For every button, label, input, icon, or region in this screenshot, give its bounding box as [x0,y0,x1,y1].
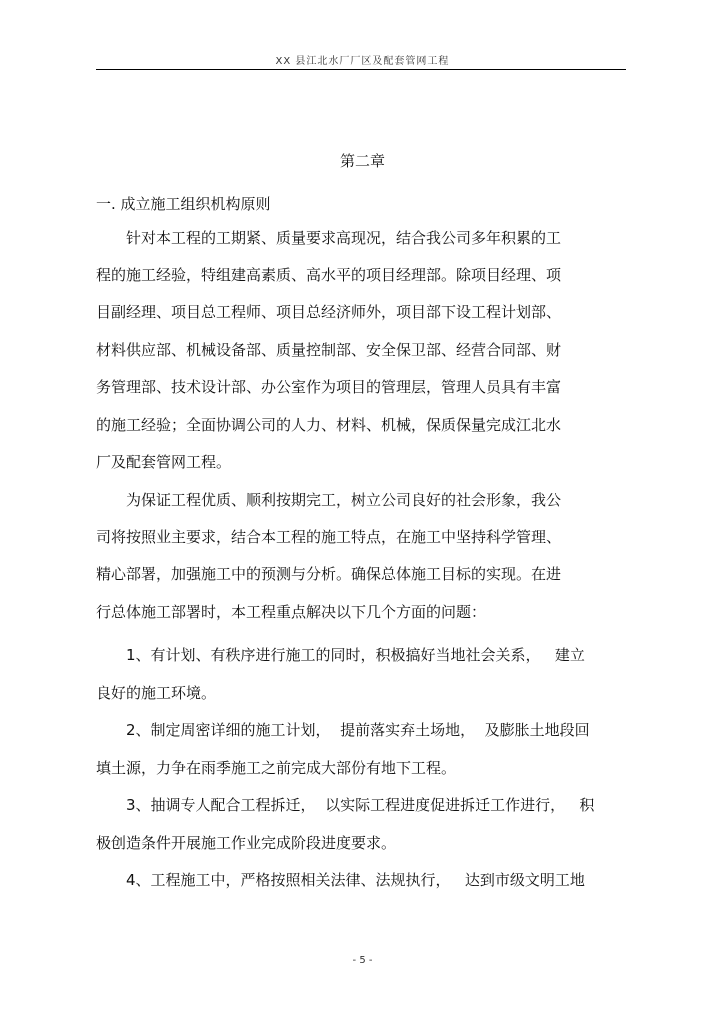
header-divider [96,69,626,70]
body-line: 厂及配套管网工程。 [96,453,232,471]
list-item: 2、制定周密详细的施工计划， 提前落实弃土场地， 及膨胀土地段回 [126,721,590,739]
list-item: 1、有计划、有秩序进行施工的同时，积极搞好当地社会关系， 建立 [126,646,585,664]
page-number: - 5 - [352,955,373,966]
body-line: 针对本工程的工期紧、质量要求高现况，结合我公司多年积累的工 [126,229,562,247]
body-line: 务管理部、技术设计部、办公室作为项目的管理层，管理人员具有丰富 [96,378,562,396]
section-heading: 一. 成立施工组织机构原则 [96,195,271,213]
body-line: 为保证工程优质、顺利按期完工，树立公司良好的社会形象，我公 [126,491,562,509]
body-line: 极创造条件开展施工作业完成阶段进度要求。 [96,834,397,852]
body-line: 良好的施工环境。 [96,684,217,702]
body-line: 材料供应部、机械设备部、质量控制部、安全保卫部、经营合同部、财 [96,341,562,359]
running-header: XX 县江北水厂厂区及配套管网工程 [275,56,450,67]
chapter-title: 第二章 [339,152,385,170]
body-line: 目副经理、项目总工程师、项目总经济师外，项目部下设工程计划部、 [96,303,562,321]
body-line: 程的施工经验，特组建高素质、高水平的项目经理部。除项目经理、项 [96,266,562,284]
body-line: 填土源，力争在雨季施工之前完成大部份有地下工程。 [96,759,457,777]
list-item: 3、抽调专人配合工程拆迁， 以实际工程进度促进拆迁工作进行， 积 [126,796,595,814]
body-line: 司将按照业主要求，结合本工程的施工特点，在施工中坚持科学管理、 [96,528,562,546]
list-item: 4、工程施工中，严格按照相关法律、法规执行， 达到市级文明工地 [126,871,585,889]
body-line: 精心部署，加强施工中的预测与分析。确保总体施工目标的实现。在进 [96,565,562,583]
body-line: 行总体施工部署时，本工程重点解决以下几个方面的问题： [96,603,487,621]
body-line: 的施工经验；全面协调公司的人力、材料、机械，保质保量完成江北水 [96,416,562,434]
